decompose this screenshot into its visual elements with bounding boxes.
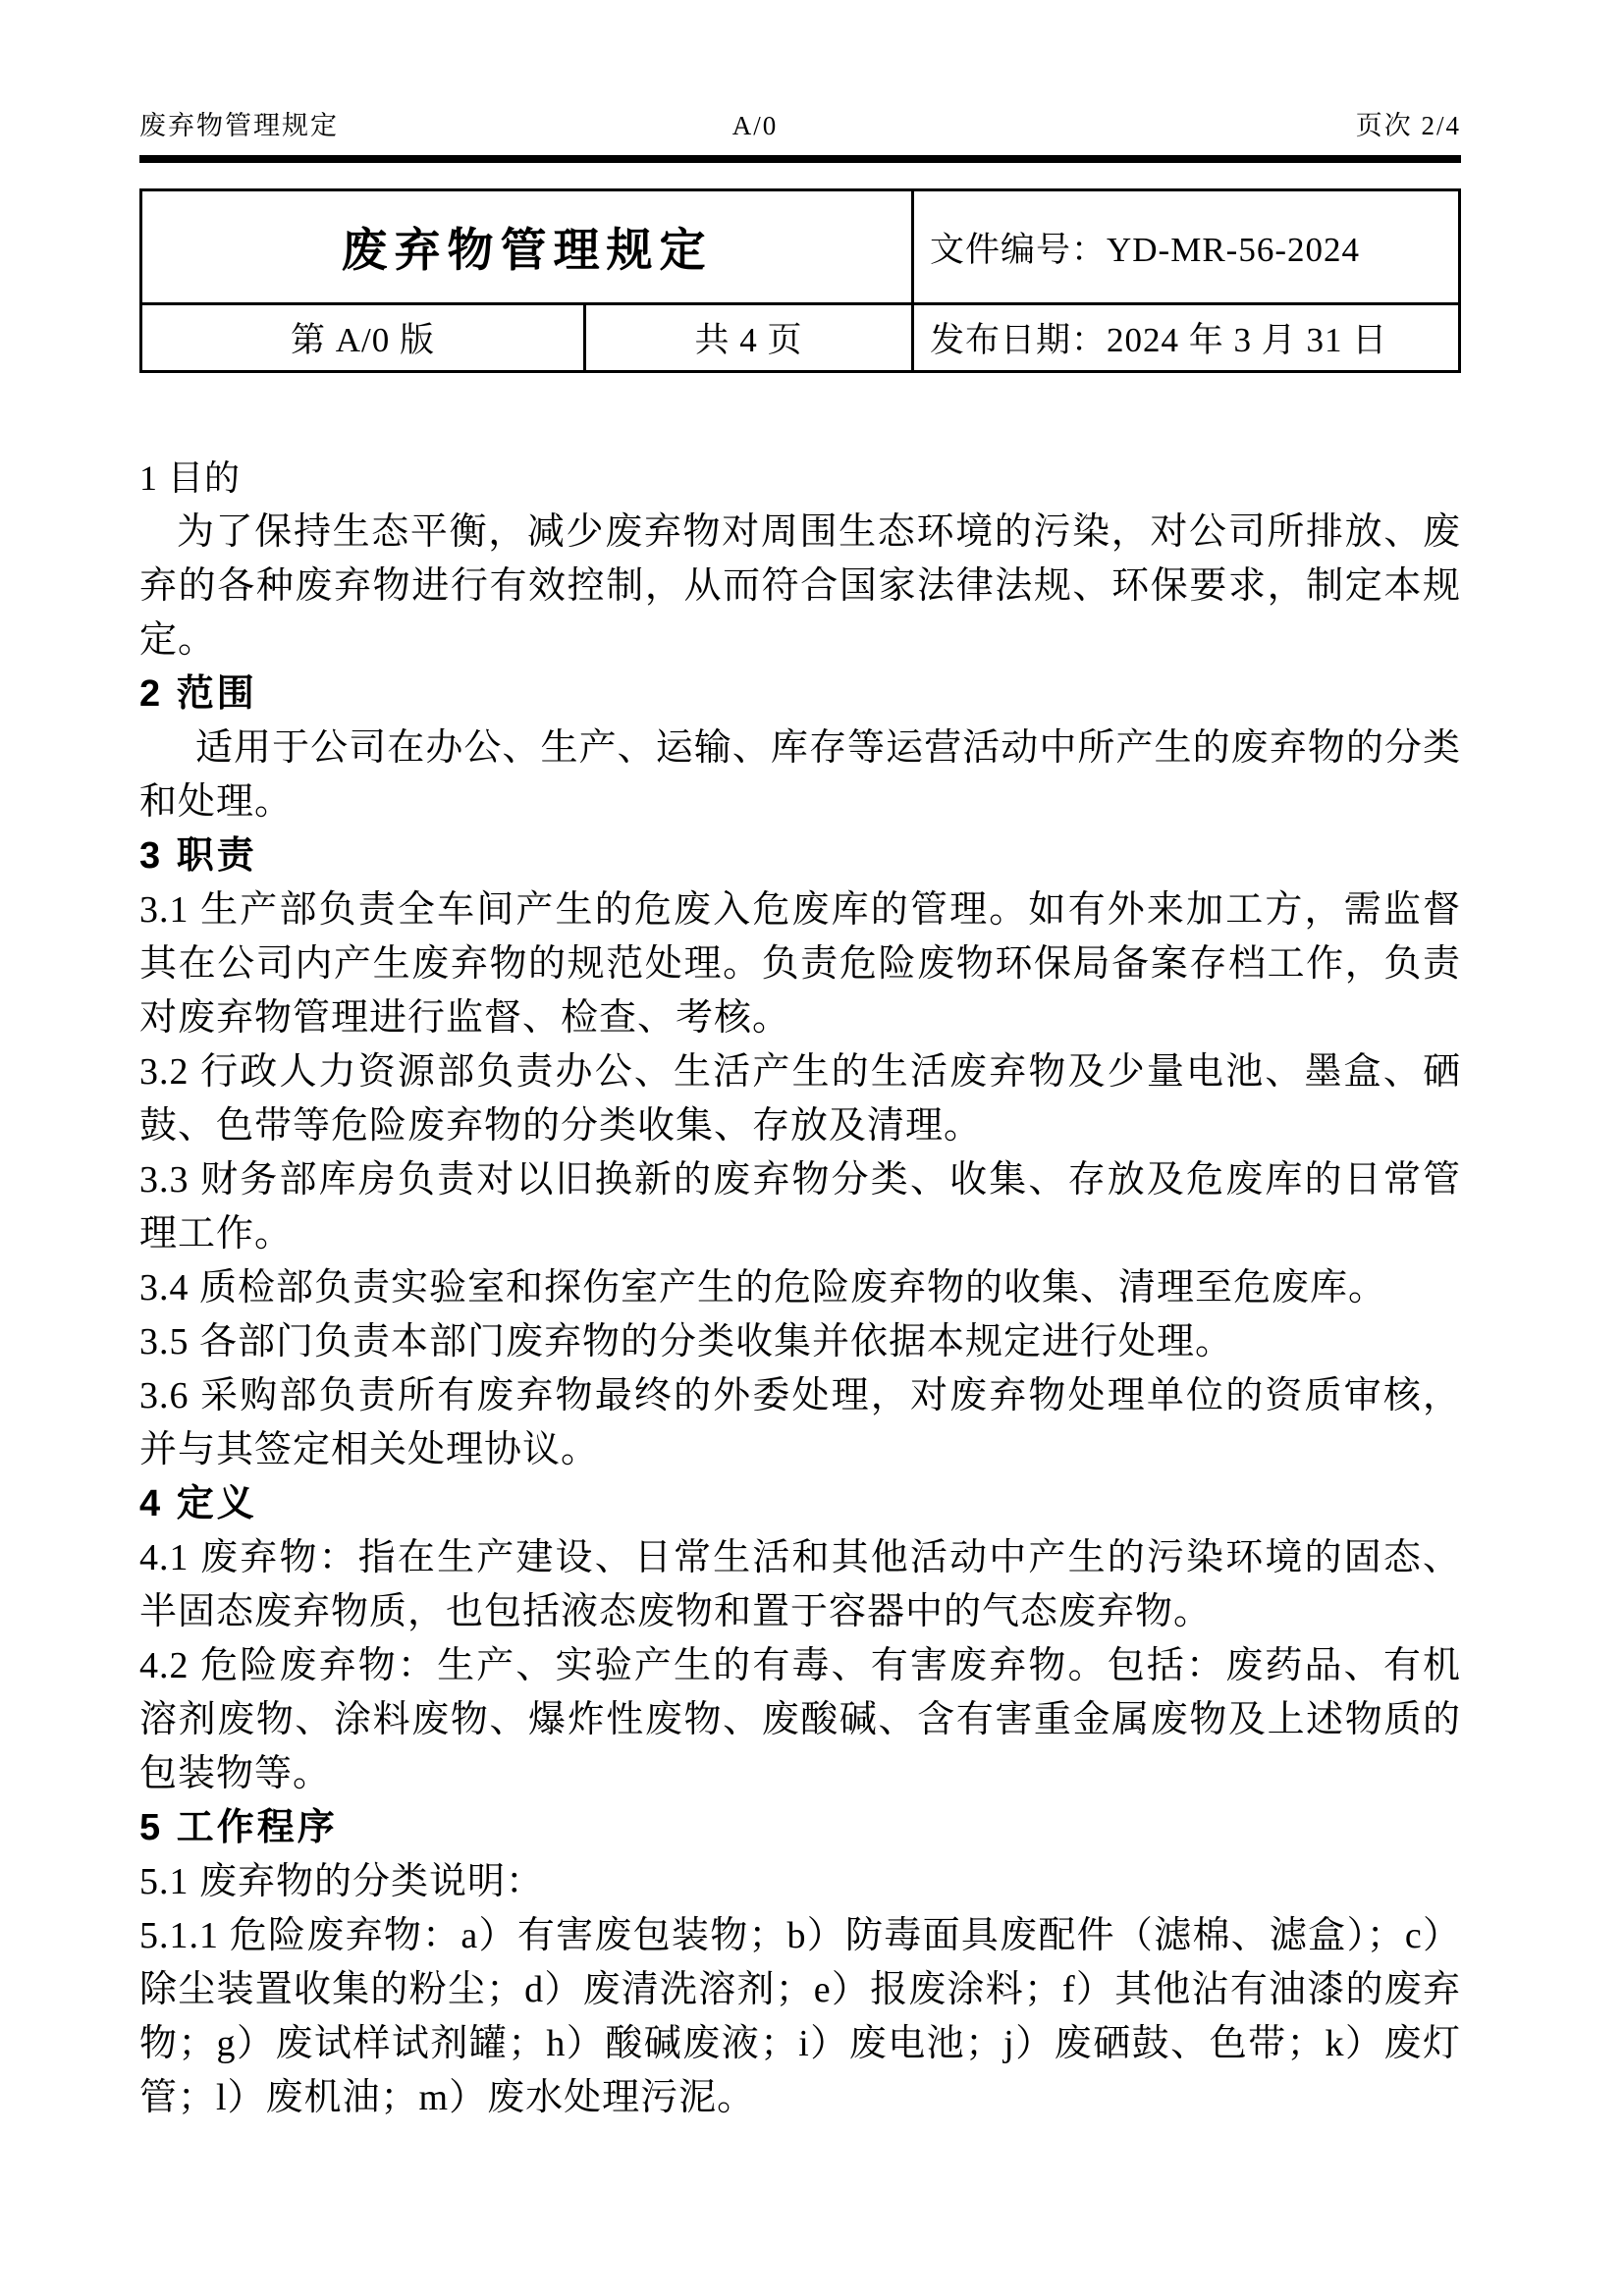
- paragraph: 3.2 行政人力资源部负责办公、生活产生的生活废弃物及少量电池、墨盒、硒鼓、色带等危险废弃物的分类收集、存放及清理。: [139, 1051, 1461, 1147]
- running-header: [139, 104, 1461, 163]
- running-header-revision: A/0: [731, 111, 779, 140]
- running-header-title: 废弃物管理规定: [139, 111, 339, 140]
- document-body: [139, 452, 1461, 2125]
- paragraph: 3.1 生产部负责全车间产生的危废入危废库的管理。如有外来加工方，需监督其在公司内产生废弃物的规范处理。负责危险废物环保局备案存档工作，负责对废弃物管理进行监督、检查、考核。: [139, 889, 1461, 1039]
- paragraph: 5.1.1 危险废弃物：a）有害废包装物；b）防毒面具废配件（滤棉、滤盒）；c）除尘装置收集的粉尘；d）废清洗溶剂；e）报废涂料；f）其他沾有油漆的废弃物；g）废试样试剂罐；h）酸碱废液；i）废电池；j）废硒鼓、色带；k）废灯管；l）废机油；m）废水处理污泥。: [139, 1915, 1461, 2118]
- paragraph: 3.3 财务部库房负责对以旧换新的废弃物分类、收集、存放及危废库的日常管理工作。: [139, 1159, 1461, 1255]
- info-table-row-title: [141, 190, 1460, 304]
- section-heading: 2 范围: [139, 673, 257, 715]
- info-table-row-meta: [141, 304, 1460, 372]
- paragraph: 3.5 各部门负责本部门废弃物的分类收集并依据本规定进行处理。: [139, 1321, 1234, 1362]
- running-header-page: 页次 2/4: [1355, 111, 1461, 140]
- paragraph: 4.2 危险废弃物：生产、实验产生的有毒、有害废弃物。包括：废药品、有机溶剂废物、涂料废物、爆炸性废物、废酸碱、含有害重金属废物及上述物质的包装物等。: [139, 1645, 1461, 1794]
- paragraph: 5.1 废弃物的分类说明：: [139, 1861, 545, 1902]
- section-heading: 1 目的: [139, 458, 242, 498]
- section-heading: 4 定义: [139, 1483, 257, 1524]
- section-heading: 5 工作程序: [139, 1807, 338, 1848]
- paragraph: 3.6 采购部负责所有废弃物最终的外委处理，对废弃物处理单位的资质审核，并与其签定相关处理协议。: [139, 1375, 1461, 1470]
- paragraph: 4.1 废弃物：指在生产建设、日常生活和其他活动中产生的污染环境的固态、半固态废弃物质，也包括液态废物和置于容器中的气态废弃物。: [139, 1537, 1461, 1632]
- document-title: 废弃物管理规定: [141, 190, 913, 304]
- document-number: 文件编号：YD-MR-56-2024: [913, 190, 1460, 304]
- document-version: 第 A/0 版: [141, 304, 585, 372]
- paragraph: 为了保持生态平衡，减少废弃物对周围生态环境的污染，对公司所排放、废弃的各种废弃物进行有效控制，从而符合国家法律法规、环保要求，制定本规定。: [139, 511, 1461, 661]
- document-info-table: [139, 188, 1461, 373]
- document-total-pages: 共 4 页: [585, 304, 913, 372]
- document-issue-date: 发布日期：2024 年 3 月 31 日: [913, 304, 1460, 372]
- paragraph: 3.4 质检部负责实验室和探伤室产生的危险废弃物的收集、清理至危废库。: [139, 1267, 1387, 1308]
- section-heading: 3 职责: [139, 835, 257, 877]
- paragraph: 适用于公司在办公、生产、运输、库存等运营活动中所产生的废弃物的分类和处理。: [139, 727, 1461, 823]
